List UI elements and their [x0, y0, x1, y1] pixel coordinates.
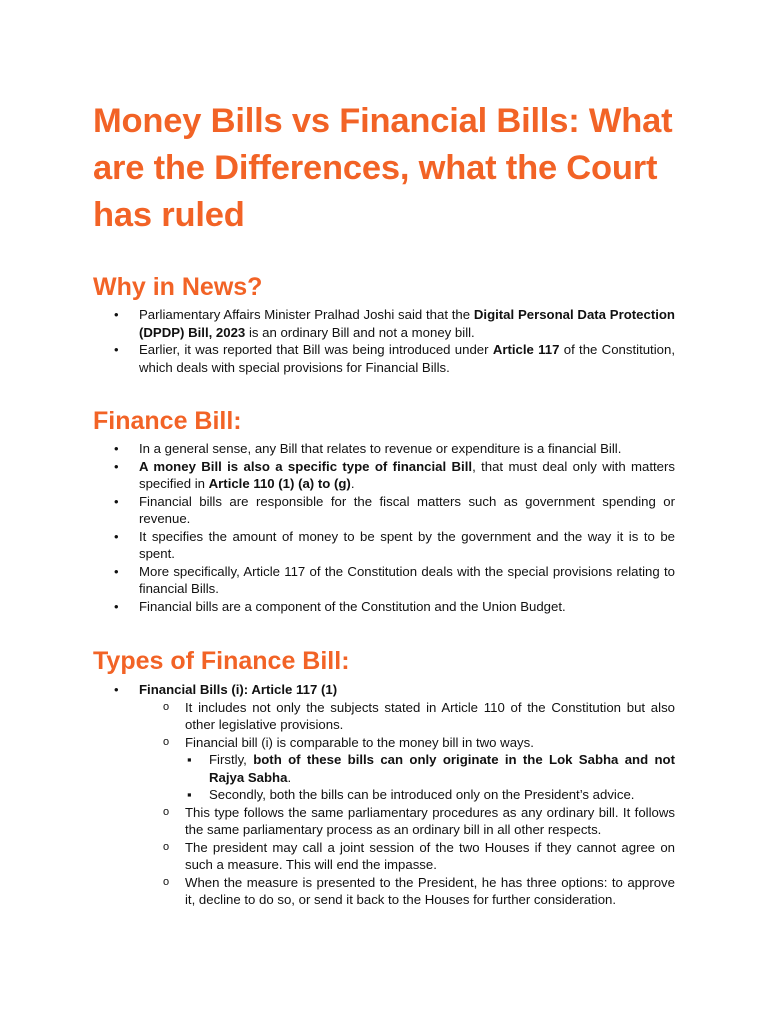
- list-item: • A money Bill is also a specific type of financial Bill, that must deal only with matters specified in Article 110 (1) (a) to (g).: [93, 458, 675, 493]
- list-item: • Parliamentary Affairs Minister Pralhad Joshi said that the Digital Personal Data Protection (DPDP) Bill, 2023 is an ordinary Bill and not a money bill.: [93, 306, 675, 341]
- types-list: [93, 681, 675, 909]
- list-item: • In a general sense, any Bill that relates to revenue or expenditure is a financial Bill.: [93, 440, 675, 458]
- section-heading-types-of-finance-bill: Types of Finance Bill:: [93, 647, 350, 675]
- page-title: Money Bills vs Financial Bills: What are the Differences, what the Court has ruled: [93, 102, 673, 234]
- list-item: • Earlier, it was reported that Bill was being introduced under Article 117 of the Constitution, which deals with special provisions for Financial Bills.: [93, 341, 675, 376]
- section-heading-finance-bill: Finance Bill:: [93, 407, 242, 435]
- finance-list: [93, 440, 675, 615]
- news-list: [93, 306, 675, 376]
- sub-list-item: o Financial bill (i) is comparable to the money bill in two ways. ▪ Firstly, both of these bills can only originate in the Lok Sabha and not Rajya Sabha. ▪ Secondly, both the bills can be introduced only on the President’s advice.: [93, 734, 675, 804]
- sub-list-item: o This type follows the same parliamentary procedures as any ordinary bill. It follows the same parliamentary process as an ordinary bill in all other respects.: [163, 804, 675, 837]
- list-item: • More specifically, Article 117 of the Constitution deals with the special provisions relating to financial Bills.: [93, 563, 675, 598]
- section-heading-why-in-news: Why in News?: [93, 273, 263, 301]
- sub-list: [139, 699, 675, 909]
- sub-sub-list-item: ▪ Firstly, both of these bills can only originate in the Lok Sabha and not Rajya Sabha.: [187, 752, 675, 785]
- sub-sub-list-item: ▪ Secondly, both the bills can be introduced only on the President’s advice.: [187, 787, 635, 802]
- sub-list-item: o It includes not only the subjects stated in Article 110 of the Constitution but also other legislative provisions.: [163, 699, 675, 732]
- list-item: • Financial bills are a component of the Constitution and the Union Budget.: [93, 598, 675, 616]
- sub-list-item: o When the measure is presented to the President, he has three options: to approve it, decline to do so, or send it back to the Houses for further consideration.: [163, 874, 675, 907]
- list-item: • Financial bills are responsible for the fiscal matters such as government spending or revenue.: [93, 493, 675, 528]
- list-item: • It specifies the amount of money to be spent by the government and the way it is to be spent.: [93, 528, 675, 563]
- sub-list-item: o The president may call a joint session of the two Houses if they cannot agree on such a measure. This will end the impasse.: [163, 839, 675, 872]
- sub-sub-list: [185, 751, 675, 804]
- list-item: • Financial Bills (i): Article 117 (1) o It includes not only the subjects stated in Article 110 of the Constitution but also other legislative provisions. o Financial bill (i) is comparable to the money bill in two ways. ▪ Firstly, both of these bills can only originate in the Lok Sabha and not Rajya Sabha. ▪ Secondly, both the bills can be introduced only on the President’s advice. o This type follows the same parliamentary procedures as any ordinary bill. It follows the same parliamentary process as an ordinary bill in all other respects. o The president may call a joint session of the two Houses if they cannot agree on such a measure. This will end the impasse. o When the measure is presented to the President, he has three options: to approve it, decline to do so, or send it back to the Houses for further consideration.: [93, 681, 675, 909]
